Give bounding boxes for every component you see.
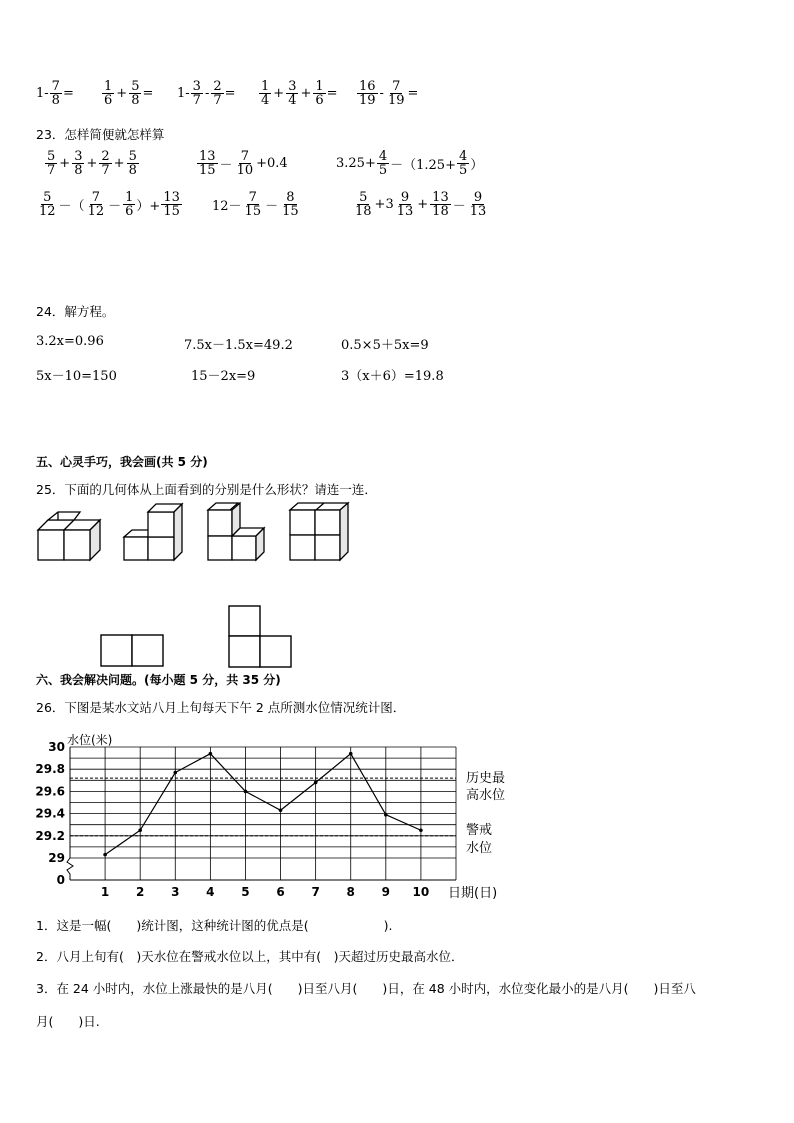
operator: + [86,156,98,171]
x-tick-label: 10 [412,885,430,899]
ref-label-high-2: 高水位 [466,788,506,803]
numerator: 16 [359,79,376,94]
numerator: 7 [240,149,249,164]
numerator: 3 [288,79,297,94]
numerator: 1 [125,190,134,205]
operator: + [113,156,125,171]
operator: + [116,86,128,101]
x-tick-label: 4 [206,885,215,899]
y-tick-label: 29.8 [35,762,65,777]
fraction [45,150,57,177]
y-tick-label: 29 [48,851,65,865]
denominator: 8 [51,93,60,108]
q24-title: 24．解方程。 [36,304,115,319]
fraction [235,150,256,177]
denominator: 4 [261,93,270,108]
q23-title: 23．怎样简便就怎样算 [36,127,165,142]
operator: － [265,199,279,214]
denominator: 7 [47,163,56,178]
denominator: 13 [396,204,414,219]
expr-text: 1- [36,86,49,101]
fraction [129,80,141,107]
numerator: 3 [192,79,201,94]
y-tick-label: 29.6 [35,784,65,799]
equation-2: 7.5x－1.5x=49.2 [184,338,293,353]
expr-text: －（1.25+ [390,158,456,173]
section-5-heading: 五、心灵手巧，我会画(共 5 分) [36,455,208,469]
data-point [173,771,177,775]
fraction [123,191,135,218]
equation-4: 5x－10=150 [36,369,117,384]
expr-text: －（ [58,199,85,214]
numerator: 13 [432,190,449,205]
fraction [161,191,182,218]
denominator: 13 [469,204,487,219]
fraction [50,80,62,107]
y-tick-label: 30 [48,740,65,754]
data-point [384,813,388,817]
denominator: 8 [128,163,137,178]
numerator: 5 [131,79,140,94]
fraction [386,80,407,107]
expr-text: ） [470,158,484,173]
data-point [103,853,107,857]
fraction [72,150,84,177]
fraction [286,80,298,107]
water-level-line-chart [30,726,530,902]
ref-label-high-1: 历史最 [466,771,506,786]
numerator: 2 [213,79,222,94]
q23-expr-f [352,191,489,218]
equation-1: 3.2x=0.96 [36,334,104,349]
denominator: 6 [125,204,134,219]
operator: - [204,86,210,101]
expr-text: 12－ [212,199,242,214]
fraction [457,150,469,177]
numerator: 2 [101,149,110,164]
equals-sign: = [326,86,338,101]
q26-sub-3: 3．在 24 小时内，水位上涨最快的是八月( )日至八月( )日，在 48 小时内，水位变化最小的是八月( )日至八 [36,981,696,996]
numerator: 5 [128,149,137,164]
q26-sub-1: 1．这是一幅( )统计图，这种统计图的优点是( ). [36,918,393,933]
equation-5: 15－2x=9 [191,369,256,384]
x-tick-label: 5 [241,885,250,899]
denominator: 10 [236,163,254,178]
numerator: 9 [400,190,410,205]
data-point [349,752,353,756]
q23-expr-a [44,150,140,177]
x-tick-label: 9 [381,885,390,899]
y-tick-label: 29.2 [35,828,65,843]
denominator: 4 [288,93,297,108]
calc-expr-2 [101,80,153,107]
numerator: 1 [261,79,270,94]
denominator: 15 [199,163,216,178]
solid-figure-2 [124,504,182,560]
numerator: 13 [163,190,180,205]
denominator: 7 [101,163,110,178]
y-tick-label: 0 [56,873,65,887]
equation-3: 0.5×5＋5x=9 [341,338,429,353]
q26-sub-2: 2．八月上旬有( )天水位在警戒水位以上，其中有( )天超过历史最高水位． [36,949,464,964]
operator: - [379,86,384,101]
numerator: 5 [359,190,368,205]
fraction [430,191,451,218]
operator: + [417,197,429,212]
fraction [211,80,223,107]
denominator: 15 [282,204,299,219]
numerator: 4 [378,149,388,164]
x-tick-label: 6 [276,885,285,899]
x-axis-label: 日期(日) [448,886,498,901]
fraction [280,191,301,218]
solid-figure-3 [208,503,264,560]
expr-text: ）+ [136,199,161,214]
operator: － [108,199,122,214]
fraction [377,150,389,177]
fraction [357,80,378,107]
solid-figure-1 [38,512,100,560]
denominator: 15 [163,204,180,219]
fraction [127,150,139,177]
solid-figure-4 [290,503,348,560]
calc-expr-3 [177,80,236,107]
expr-text: +0.4 [256,156,288,171]
numerator: 7 [51,79,60,94]
q23-expr-d [36,191,183,218]
q23-expr-b [196,150,288,177]
denominator: 6 [104,93,113,108]
x-tick-label: 7 [311,885,320,899]
numerator: 5 [43,190,52,205]
ref-label-warn-1: 警戒 [466,823,493,838]
numerator: 7 [248,190,257,205]
numerator: 8 [286,190,295,205]
fraction [37,191,58,218]
numerator: 5 [47,149,56,164]
top-view-2 [228,605,294,669]
fraction [313,80,325,107]
ref-label-warn-2: 水位 [466,841,493,856]
denominator: 12 [39,204,56,219]
q25-text: 25．下面的几何体从上面看到的分别是什么形状？请连一连． [36,482,377,497]
fraction [86,191,107,218]
section-6-heading: 六、我会解决问题。(每小题 5 分，共 35 分) [36,673,281,687]
denominator: 6 [315,93,324,108]
data-point [244,790,248,794]
numerator: 7 [91,190,100,205]
denominator: 19 [359,93,376,108]
calc-expr-5 [356,80,418,107]
denominator: 8 [74,163,83,178]
fraction [353,191,374,218]
fraction [259,80,271,107]
numerator: 3 [74,149,83,164]
q26-text: 26．下图是某水文站八月上旬每天下午 2 点所测水位情况统计图． [36,700,406,715]
operator: + [59,156,71,171]
data-point [209,752,213,756]
expr-text: 1- [177,86,190,101]
denominator: 18 [432,204,449,219]
denominator: 7 [213,93,222,108]
fraction [468,191,489,218]
data-point [279,808,283,812]
top-view-1 [100,634,166,668]
denominator: 12 [87,204,105,219]
q26-sub-3-cont: 月( )日. [36,1014,100,1029]
numerator: 1 [104,79,113,94]
y-tick-label: 29.4 [35,806,65,821]
operator: － [219,158,233,173]
x-tick-label: 8 [346,885,355,899]
x-tick-label: 3 [171,885,180,899]
data-point [419,828,423,832]
denominator: 5 [378,163,388,178]
equals-sign: = [62,86,74,101]
q23-expr-c [336,150,483,177]
fraction [191,80,203,107]
data-point [314,781,318,785]
axis-break-icon [67,858,73,880]
operator: + [300,86,312,101]
denominator: 5 [458,163,468,178]
operator: － [452,199,466,214]
numerator: 4 [458,149,468,164]
numerator: 13 [199,149,216,164]
denominator: 15 [244,204,262,219]
operator: + [273,86,285,101]
equals-sign: = [407,86,419,101]
expr-text: 3.25+ [336,156,376,171]
solid-figures [30,500,370,565]
fraction [395,191,416,218]
fraction [99,150,111,177]
q23-expr-e [212,191,302,218]
denominator: 19 [387,93,405,108]
denominator: 7 [192,93,201,108]
numerator: 9 [473,190,483,205]
expr-text: +3 [374,197,394,212]
numerator: 7 [392,79,401,94]
equation-6: 3（x＋6）=19.8 [341,369,444,384]
fraction [102,80,114,107]
calc-expr-1 [36,80,74,107]
fraction [197,150,218,177]
calc-expr-4 [258,80,338,107]
numerator: 1 [315,79,324,94]
fraction [243,191,264,218]
equals-sign: = [142,86,154,101]
denominator: 18 [355,204,372,219]
y-axis-label: 水位(米) [67,733,113,747]
denominator: 8 [131,93,140,108]
x-tick-label: 1 [100,885,110,899]
equals-sign: = [224,86,236,101]
x-tick-label: 2 [136,885,145,899]
data-point [138,828,142,832]
